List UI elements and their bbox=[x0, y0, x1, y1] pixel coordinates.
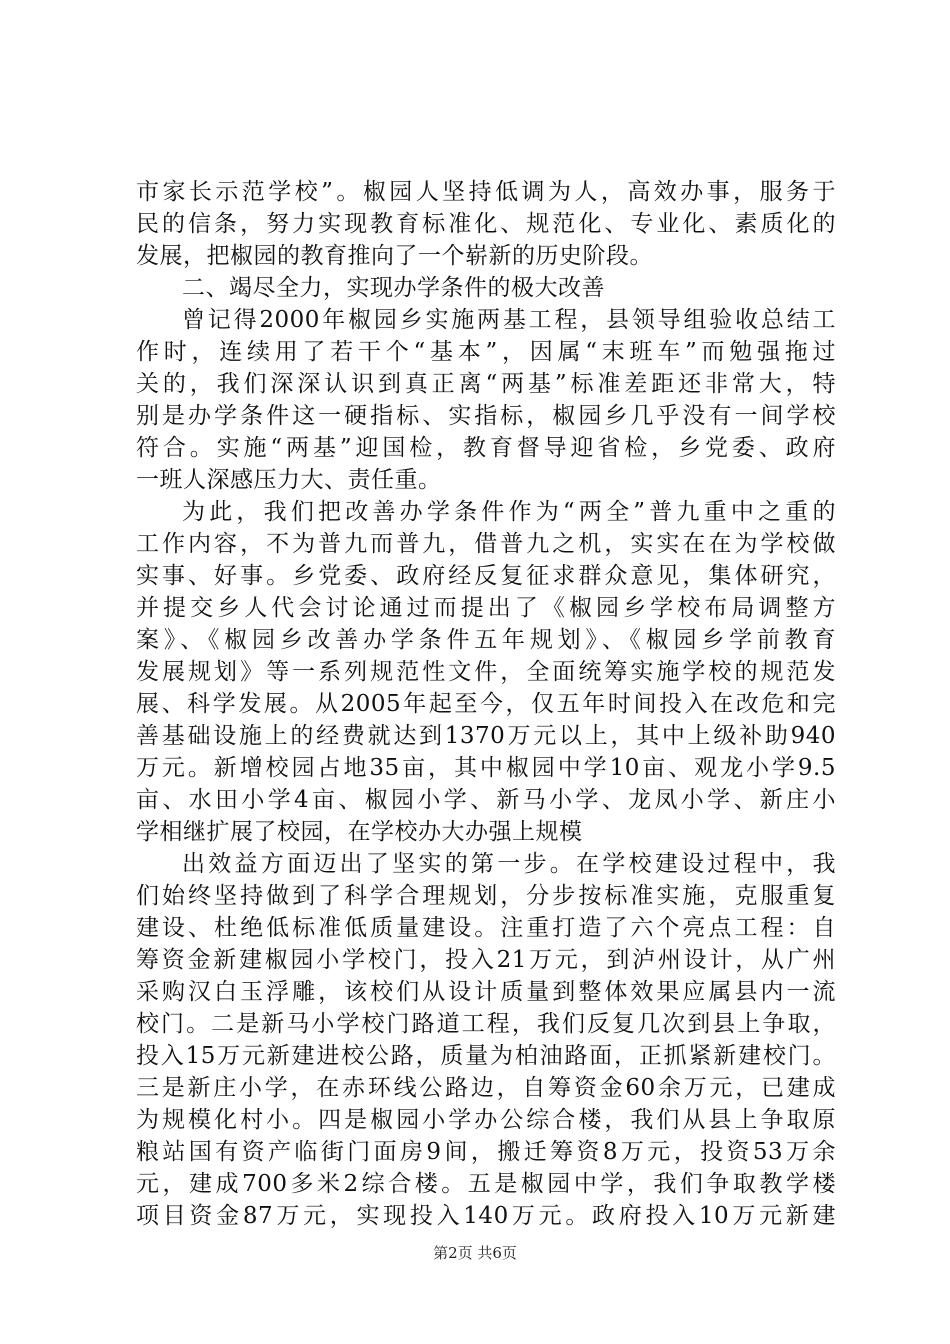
text-line: 关的，我们深深认识到真正离“两基”标准差距还非常大，特 bbox=[136, 371, 836, 397]
text-line: 案》、《椒园乡改善办学条件五年规划》、《椒园乡学前教育 bbox=[136, 627, 836, 653]
text-line: 学相继扩展了校园，在学校办大办强上规模 bbox=[136, 819, 583, 845]
text-line: 实事、好事。乡党委、政府经反复征求群众意见，集体研究， bbox=[136, 563, 836, 589]
text-line: 亩、水田小学4亩、椒园小学、新马小学、龙凤小学、新庄小 bbox=[136, 787, 836, 813]
text-line: 善基础设施上的经费就达到1370万元以上，其中上级补助940 bbox=[136, 723, 836, 749]
text-line: 作时，连续用了若干个“基本”，因属“末班车”而勉强拖过 bbox=[136, 339, 836, 365]
text-line: 符合。实施“两基”迎国检，教育督导迎省检，乡党委、政府 bbox=[136, 435, 836, 461]
text-line: 万元。新增校园占地35亩，其中椒园中学10亩、观龙小学9.5 bbox=[136, 755, 836, 781]
text-line: 曾记得2000年椒园乡实施两基工程，县领导组验收总结工 bbox=[182, 307, 836, 333]
text-line: 项目资金87万元，实现投入140万元。政府投入10万元新建 bbox=[136, 1203, 836, 1229]
text-line: 发展，把椒园的教育推向了一个崭新的历史阶段。 bbox=[136, 243, 653, 269]
document-body bbox=[136, 176, 836, 1232]
text-line: 筹资金新建椒园小学校门，投入21万元，到泸州设计，从广州 bbox=[136, 947, 836, 973]
text-line: 粮站国有资产临街门面房9间，搬迁筹资8万元，投资53万余 bbox=[136, 1139, 836, 1165]
text-line: 别是办学条件这一硬指标、实指标，椒园乡几乎没有一间学校 bbox=[136, 403, 836, 429]
text-line: 为规模化村小。四是椒园小学办公综合楼，我们从县上争取原 bbox=[136, 1107, 836, 1133]
text-line: 并提交乡人代会讨论通过而提出了《椒园乡学校布局调整方 bbox=[136, 595, 836, 621]
text-line: 市家长示范学校”。椒园人坚持低调为人，高效办事，服务于 bbox=[136, 179, 836, 205]
text-line: 元，建成700多米2综合楼。五是椒园中学，我们争取教学楼 bbox=[136, 1171, 836, 1197]
text-line: 工作内容，不为普九而普九，借普九之机，实实在在为学校做 bbox=[136, 531, 836, 557]
text-line: 校门。二是新马小学校门路道工程，我们反复几次到县上争取， bbox=[136, 1011, 836, 1037]
text-line: 一班人深感压力大、责任重。 bbox=[136, 467, 442, 493]
text-line: 为此，我们把改善办学条件作为“两全”普九重中之重的 bbox=[182, 499, 836, 525]
page-number-footer: 第2页 共6页 bbox=[433, 1244, 517, 1262]
text-line: 三是新庄小学，在赤环线公路边，自筹资金60余万元，已建成 bbox=[136, 1075, 836, 1101]
section-heading: 二、竭尽全力，实现办学条件的极大改善 bbox=[182, 275, 605, 301]
text-line: 采购汉白玉浮雕，该校们从设计质量到整体效果应属县内一流 bbox=[136, 979, 836, 1005]
text-line: 们始终坚持做到了科学合理规划，分步按标准实施，克服重复 bbox=[136, 883, 836, 909]
text-line: 展、科学发展。从2005年起至今，仅五年时间投入在改危和完 bbox=[136, 691, 836, 717]
text-line: 出效益方面迈出了坚实的第一步。在学校建设过程中，我 bbox=[182, 851, 836, 877]
text-line: 建设、杜绝低标准低质量建设。注重打造了六个亮点工程：自 bbox=[136, 915, 836, 941]
text-line: 发展规划》等一系列规范性文件，全面统筹实施学校的规范发 bbox=[136, 659, 836, 685]
text-line: 投入15万元新建进校公路，质量为柏油路面，正抓紧新建校门。 bbox=[136, 1043, 836, 1069]
text-line: 民的信条，努力实现教育标准化、规范化、专业化、素质化的 bbox=[136, 211, 836, 237]
